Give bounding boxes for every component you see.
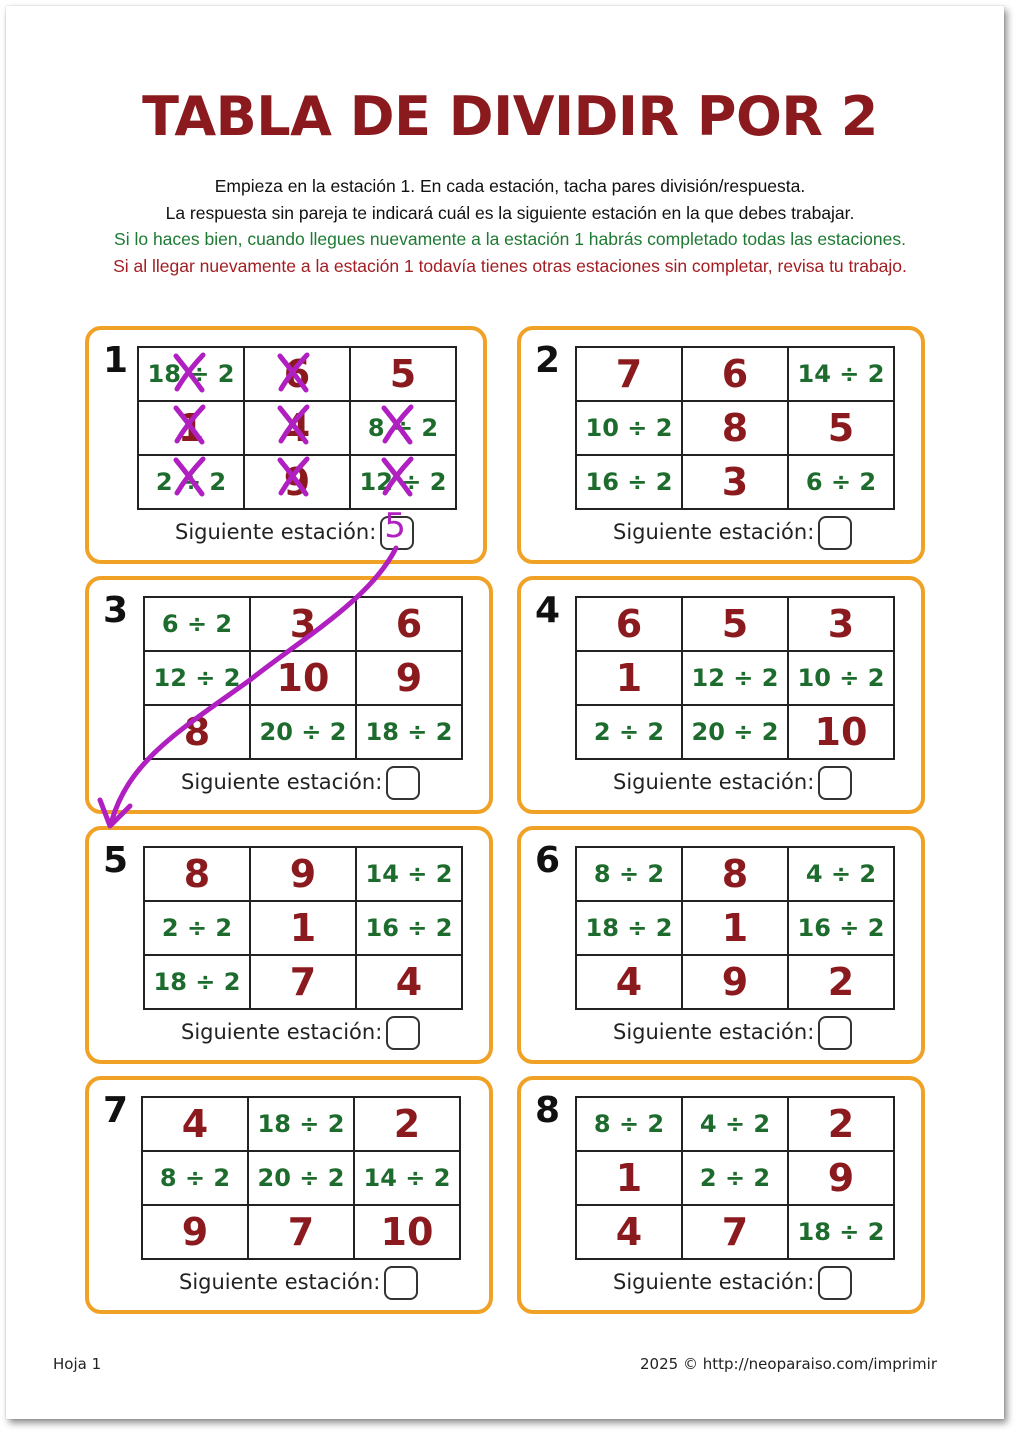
next-station-label: Siguiente estación:: [175, 520, 377, 544]
station-grid: [575, 1096, 895, 1260]
answer-cell[interactable]: 8: [144, 847, 250, 901]
answer-cell[interactable]: 6: [244, 347, 350, 401]
division-cell[interactable]: 16 ÷ 2: [788, 901, 894, 955]
division-cell[interactable]: 16 ÷ 2: [356, 901, 462, 955]
station-7: [85, 1076, 493, 1314]
answer-cell[interactable]: 9: [682, 955, 788, 1009]
division-cell[interactable]: 8 ÷ 2: [576, 847, 682, 901]
division-cell[interactable]: 8 ÷ 2: [576, 1097, 682, 1151]
answer-cell[interactable]: 8: [144, 705, 250, 759]
next-station-input[interactable]: [380, 506, 414, 550]
division-cell[interactable]: 14 ÷ 2: [354, 1151, 460, 1205]
station-number: 3: [103, 590, 129, 631]
answer-cell[interactable]: 3: [682, 455, 788, 509]
next-station-label: Siguiente estación:: [613, 1020, 815, 1044]
answer-cell[interactable]: 4: [142, 1097, 248, 1151]
division-cell[interactable]: 14 ÷ 2: [356, 847, 462, 901]
division-cell[interactable]: 6 ÷ 2: [788, 455, 894, 509]
answer-cell[interactable]: 10: [788, 705, 894, 759]
answer-cell[interactable]: 2: [788, 1097, 894, 1151]
next-station-label: Siguiente estación:: [181, 1020, 383, 1044]
division-cell[interactable]: 12 ÷ 2: [144, 651, 250, 705]
answer-cell[interactable]: 9: [142, 1205, 248, 1259]
next-station-row: [181, 766, 420, 800]
answer-cell[interactable]: 2: [354, 1097, 460, 1151]
division-cell[interactable]: 18 ÷ 2: [144, 955, 250, 1009]
division-cell[interactable]: 6 ÷ 2: [144, 597, 250, 651]
next-station-row: [175, 506, 414, 550]
answer-cell[interactable]: 7: [682, 1205, 788, 1259]
station-1: [85, 326, 487, 564]
station-number: 2: [535, 340, 561, 381]
station-grid: [575, 596, 895, 760]
division-cell[interactable]: 12 ÷ 2: [350, 455, 456, 509]
answer-cell[interactable]: 5: [682, 597, 788, 651]
station-grid: [575, 346, 895, 510]
answer-cell[interactable]: 2: [788, 955, 894, 1009]
division-cell[interactable]: 14 ÷ 2: [788, 347, 894, 401]
instruction-line-1: Empieza en la estación 1. En cada estación, tacha pares división/respuesta.: [214, 176, 806, 196]
next-station-row: [613, 766, 852, 800]
answer-cell[interactable]: 9: [356, 651, 462, 705]
division-cell[interactable]: 18 ÷ 2: [788, 1205, 894, 1259]
answer-cell[interactable]: 6: [682, 347, 788, 401]
division-cell[interactable]: 18 ÷ 2: [248, 1097, 354, 1151]
station-grid: [141, 1096, 461, 1260]
division-cell[interactable]: 20 ÷ 2: [248, 1151, 354, 1205]
division-cell[interactable]: 18 ÷ 2: [138, 347, 244, 401]
division-cell[interactable]: 16 ÷ 2: [576, 455, 682, 509]
division-cell[interactable]: 10 ÷ 2: [788, 651, 894, 705]
answer-cell[interactable]: 4: [244, 401, 350, 455]
station-grid: [575, 846, 895, 1010]
answer-cell[interactable]: 7: [250, 955, 356, 1009]
next-station-label: Siguiente estación:: [179, 1270, 381, 1294]
answer-cell[interactable]: 8: [682, 847, 788, 901]
station-number: 6: [535, 840, 561, 881]
footer-page-label: Hoja 1: [53, 1355, 102, 1373]
station-8: [517, 1076, 925, 1314]
station-grid: [143, 596, 463, 760]
division-cell[interactable]: 2 ÷ 2: [138, 455, 244, 509]
division-cell[interactable]: 8 ÷ 2: [350, 401, 456, 455]
answer-cell[interactable]: 1: [576, 1151, 682, 1205]
division-cell[interactable]: 18 ÷ 2: [356, 705, 462, 759]
division-cell[interactable]: 12 ÷ 2: [682, 651, 788, 705]
next-station-value: 5: [384, 506, 406, 546]
answer-cell[interactable]: 10: [250, 651, 356, 705]
next-station-input[interactable]: [818, 1266, 852, 1300]
station-number: 5: [103, 840, 129, 881]
station-number: 4: [535, 590, 561, 631]
station-2: [517, 326, 925, 564]
station-number: 7: [103, 1090, 129, 1131]
instruction-line-2: La respuesta sin pareja te indicará cuál es la siguiente estación en la que debes trabajar.: [165, 203, 855, 223]
next-station-label: Siguiente estación:: [613, 770, 815, 794]
next-station-label: Siguiente estación:: [613, 520, 815, 544]
answer-cell[interactable]: 9: [244, 455, 350, 509]
division-cell[interactable]: 20 ÷ 2: [682, 705, 788, 759]
next-station-row: [613, 1016, 852, 1050]
next-station-row: [613, 1266, 852, 1300]
division-cell[interactable]: 4 ÷ 2: [682, 1097, 788, 1151]
station-grid: [143, 846, 463, 1010]
answer-cell[interactable]: 7: [576, 347, 682, 401]
answer-cell[interactable]: 4: [356, 955, 462, 1009]
answer-cell[interactable]: 10: [354, 1205, 460, 1259]
next-station-input[interactable]: [386, 766, 420, 800]
next-station-row: [179, 1266, 418, 1300]
answer-cell[interactable]: 3: [788, 597, 894, 651]
next-station-label: Siguiente estación:: [613, 1270, 815, 1294]
division-cell[interactable]: 2 ÷ 2: [144, 901, 250, 955]
station-grid: [137, 346, 457, 510]
page-title: TABLA DE DIVIDIR POR 2: [142, 85, 878, 148]
division-cell[interactable]: 20 ÷ 2: [250, 705, 356, 759]
division-cell[interactable]: 10 ÷ 2: [576, 401, 682, 455]
answer-cell[interactable]: 8: [682, 401, 788, 455]
answer-cell[interactable]: 3: [250, 597, 356, 651]
answer-cell[interactable]: 6: [576, 597, 682, 651]
answer-cell[interactable]: 7: [248, 1205, 354, 1259]
answer-cell[interactable]: 5: [788, 401, 894, 455]
division-cell[interactable]: 18 ÷ 2: [576, 901, 682, 955]
answer-cell[interactable]: 9: [250, 847, 356, 901]
station-3: [85, 576, 493, 814]
station-number: 1: [103, 340, 129, 381]
station-5: [85, 826, 493, 1064]
next-station-row: [613, 516, 852, 550]
next-station-input[interactable]: [384, 1266, 418, 1300]
instruction-line-4: Si al llegar nuevamente a la estación 1 todavía tienes otras estaciones sin completar, revisa tu trabajo.: [113, 256, 907, 276]
station-4: [517, 576, 925, 814]
next-station-input[interactable]: [386, 1016, 420, 1050]
answer-cell[interactable]: 5: [350, 347, 456, 401]
answer-cell[interactable]: 9: [788, 1151, 894, 1205]
division-cell[interactable]: 2 ÷ 2: [682, 1151, 788, 1205]
answer-cell[interactable]: 4: [576, 1205, 682, 1259]
instruction-line-3: Si lo haces bien, cuando llegues nuevamente a la estación 1 habrás completado todas las estaciones.: [114, 229, 906, 249]
answer-cell[interactable]: 1: [138, 401, 244, 455]
division-cell[interactable]: 8 ÷ 2: [142, 1151, 248, 1205]
answer-cell[interactable]: 1: [576, 651, 682, 705]
division-cell[interactable]: 4 ÷ 2: [788, 847, 894, 901]
answer-cell[interactable]: 4: [576, 955, 682, 1009]
station-6: [517, 826, 925, 1064]
answer-cell[interactable]: 1: [250, 901, 356, 955]
footer-copyright: 2025 © http://neoparaiso.com/imprimir: [640, 1355, 937, 1373]
next-station-input[interactable]: [818, 766, 852, 800]
station-number: 8: [535, 1090, 561, 1131]
next-station-input[interactable]: [818, 1016, 852, 1050]
answer-cell[interactable]: 1: [682, 901, 788, 955]
next-station-label: Siguiente estación:: [181, 770, 383, 794]
next-station-row: [181, 1016, 420, 1050]
division-cell[interactable]: 2 ÷ 2: [576, 705, 682, 759]
next-station-input[interactable]: [818, 516, 852, 550]
answer-cell[interactable]: 6: [356, 597, 462, 651]
